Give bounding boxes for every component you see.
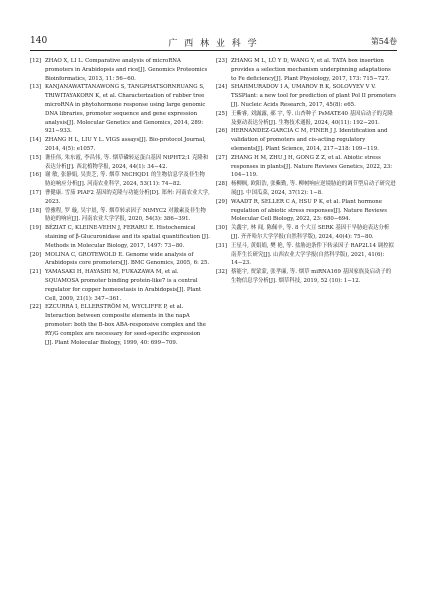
reference-number: [31] bbox=[216, 242, 228, 249]
reference-number: [24] bbox=[216, 84, 228, 91]
reference-item bbox=[216, 57, 396, 83]
reference-item bbox=[216, 180, 396, 198]
reference-item bbox=[30, 154, 210, 172]
reference-item bbox=[30, 303, 210, 347]
reference-text: ZHANG M L, LÜ Y D, WANG Y, et al. TATA box insertion provides a selection mechanism underpinning adaptations to Fe deficiency[J]. Plant Physiology, 2017, 173: 715−727. bbox=[231, 58, 391, 82]
reference-item bbox=[216, 83, 396, 109]
reference-item bbox=[30, 224, 210, 250]
reference-item bbox=[216, 224, 396, 242]
reference-text: 谯佳伟, 朱东霞, 李昌伟, 等. 烟草磷转运蛋白基因 NtPHT2;1 克隆和表达分析[J]. 西北植物学报, 2024, 44(1): 34−42. bbox=[45, 154, 209, 170]
reference-item bbox=[30, 171, 210, 189]
reference-item bbox=[216, 110, 396, 128]
reference-number: [30] bbox=[216, 225, 228, 232]
page-number: 140 bbox=[30, 36, 48, 46]
volume-label: 第54卷 bbox=[370, 37, 397, 46]
reference-item bbox=[30, 57, 210, 83]
reference-number: [20] bbox=[30, 251, 42, 258]
reference-item bbox=[30, 83, 210, 136]
reference-text: BÉZIAT C, KLEINE-VEHN J, FERARU E. Histochemical staining of β-Glucuronidase and its spatial quantification [J]. Methods in Molecular Biology, 2017, 1497: 73−80. bbox=[45, 225, 210, 249]
reference-item bbox=[30, 207, 210, 225]
reference-item bbox=[30, 251, 210, 269]
reference-text: YAMASAKI H, HAYASHI M, FUKAZAWA M, et al. SQUAMOSA promoter binding protein-like7 is a central regulator for copper homeostasis in Arabidopsis[J]. Plant Cell, 2009, 21(1): 347−361. bbox=[45, 269, 202, 302]
reference-number: [18] bbox=[30, 207, 42, 214]
reference-item bbox=[216, 198, 396, 224]
reference-text: 杨柳枫, 欧阳浩, 张紫勤, 等. 柳树响应逆境胁迫的调节型启动子研究进展[J]. 中国瓜菜, 2024, 37(12): 1−8. bbox=[231, 181, 396, 196]
header-rule bbox=[30, 50, 397, 51]
reference-number: [16] bbox=[30, 172, 42, 179]
reference-text: SHAHMURADOV I A, UMAROV R K, SOLOVYEV V V. TSSPlant: a new tool for prediction of plant Pol II promoters [J]. Nucleic Acids Research, 2017, 45(8): e65. bbox=[231, 84, 396, 108]
reference-text: MOLINA C, GROTEWOLD E. Genome wide analysis of Arabidopsis core promoters[J]. BMC Genomics, 2005, 6: 25. bbox=[45, 251, 210, 267]
reference-text: WAADT R, SELLER C A, HSU P K, et al. Plant hormone regulation of abiotic stress responses[J]. Nature Reviews Molecular Cell Biology, 2022, 23: 680−694. bbox=[231, 198, 387, 223]
reference-number: [27] bbox=[216, 154, 228, 161]
references-left-column bbox=[30, 57, 210, 347]
reference-text: 关鑫宇, 林 闻, 陈佩辛, 等. 8 个大豆 SERK 基因干旱胁迫表达分析[J]. 齐齐哈尔大学学报(自然科学版), 2024, 40(4): 75−80. bbox=[231, 225, 390, 240]
reference-number: [29] bbox=[216, 198, 228, 205]
reference-text: HERNANDEZ-GARCIA C M, FINER J J. Identification and validation of promoters and cis-acting regulatory elements[J]. Plant Science, 2014, 217−218: 109−119. bbox=[231, 128, 388, 152]
reference-text: KANJANAWATTANAWONG S, TANGPHATSORNRUANG S, TRIWITAYAKORN K, et al. Characterization of rubber tree microRNA in phytohormone response using large genomic DNA libraries, promoter sequence and gene expression analysis[J]. Molecular Genetics and Genomics, 2014, 289: 921−933. bbox=[45, 84, 206, 135]
reference-number: [17] bbox=[30, 189, 42, 196]
reference-item bbox=[30, 268, 210, 303]
reference-text: ZHANG H L, LIU Y L. VIGS assays[J]. Bio-protocol Journal, 2014, 4(5): e1057. bbox=[45, 137, 206, 152]
reference-number: [15] bbox=[30, 154, 42, 161]
reference-text: ZHAO X, LI L. Comparative analysis of microRNA promoters in Arabidopsis and rice[J]. Genomics Proteomics Bioinformatics, 2013, 11: 56−60. bbox=[45, 58, 208, 82]
reference-text: ZHANG H M, ZHU J H, GONG Z Z, et al. Abiotic stress responses in plants[J]. Nature Reviews Genetics, 2022, 23: 104−119. bbox=[231, 154, 393, 179]
page-header bbox=[30, 36, 397, 50]
reference-item bbox=[216, 242, 396, 268]
reference-item bbox=[30, 136, 210, 154]
reference-text: 王星斗, 黄娟娟, 樊 艳, 等. 盐胁迫条件下转录因子 RAP2L14 调控拟南芥生长研究[J]. 山西农业大学学报(自然科学版), 2021, 41(6): 14−23. bbox=[231, 242, 394, 267]
reference-item bbox=[216, 268, 396, 286]
reference-text: 蔡能宇, 贾蒙蒙, 张孝廉, 等. 烟草 miRNA169 基因家族及启动子的生物信息学分析[J]. 烟草科技, 2019, 52 (10): 1−12. bbox=[231, 269, 392, 284]
reference-item bbox=[216, 127, 396, 153]
reference-number: [26] bbox=[216, 128, 228, 135]
references-right-column bbox=[216, 57, 396, 286]
reference-text: 曾雅程, 罗 璇, 吴宇晨, 等. 烟草转录因子 NtMYC2 对激素及非生物胁迫的响应[J]. 河南农业大学学报, 2020, 54(3): 386−391. bbox=[45, 207, 206, 223]
reference-number: [21] bbox=[30, 269, 42, 276]
reference-number: [13] bbox=[30, 84, 42, 91]
reference-number: [25] bbox=[216, 110, 228, 117]
reference-number: [32] bbox=[216, 269, 228, 276]
reference-number: [23] bbox=[216, 58, 228, 64]
reference-item bbox=[30, 189, 210, 207]
reference-text: 王紫睿, 刘露露, 郝 宇, 等. 山杏种子 PsMATE40 基因启动子的克隆及驱动表达分析[J]. 生物技术通报, 2024, 40(11): 192−201. bbox=[231, 110, 393, 126]
reference-number: [22] bbox=[30, 304, 42, 311]
reference-number: [28] bbox=[216, 181, 228, 188]
reference-number: [12] bbox=[30, 58, 42, 64]
reference-number: [14] bbox=[30, 137, 42, 144]
reference-text: 曹健康. 雪茄 PIAF2 基因的克隆与功能分析[D]. 郑州: 河南农业大学, 2023. bbox=[45, 189, 210, 205]
reference-text: EZCURRA I, ELLERSTRÖM M, WYCLIFFE P, et al. Interaction between composite elements in the napA promoter: both the B-box ABA-responsive complex and the RY/G complex are necessary for seed-specific expression [J]. Plant Molecular Biology, 1999, 40: 699−709. bbox=[45, 304, 206, 346]
reference-item bbox=[216, 154, 396, 180]
journal-title: 广 西 林 业 科 学 bbox=[168, 39, 259, 49]
reference-text: 谢 敏, 张静娟, 吴贵芝, 等. 烟草 NtCHQD1 的生物信息学及非生物胁迫响应分析[J]. 河南农业科学, 2024, 53(11): 74−82. bbox=[45, 172, 205, 188]
reference-number: [19] bbox=[30, 225, 42, 232]
